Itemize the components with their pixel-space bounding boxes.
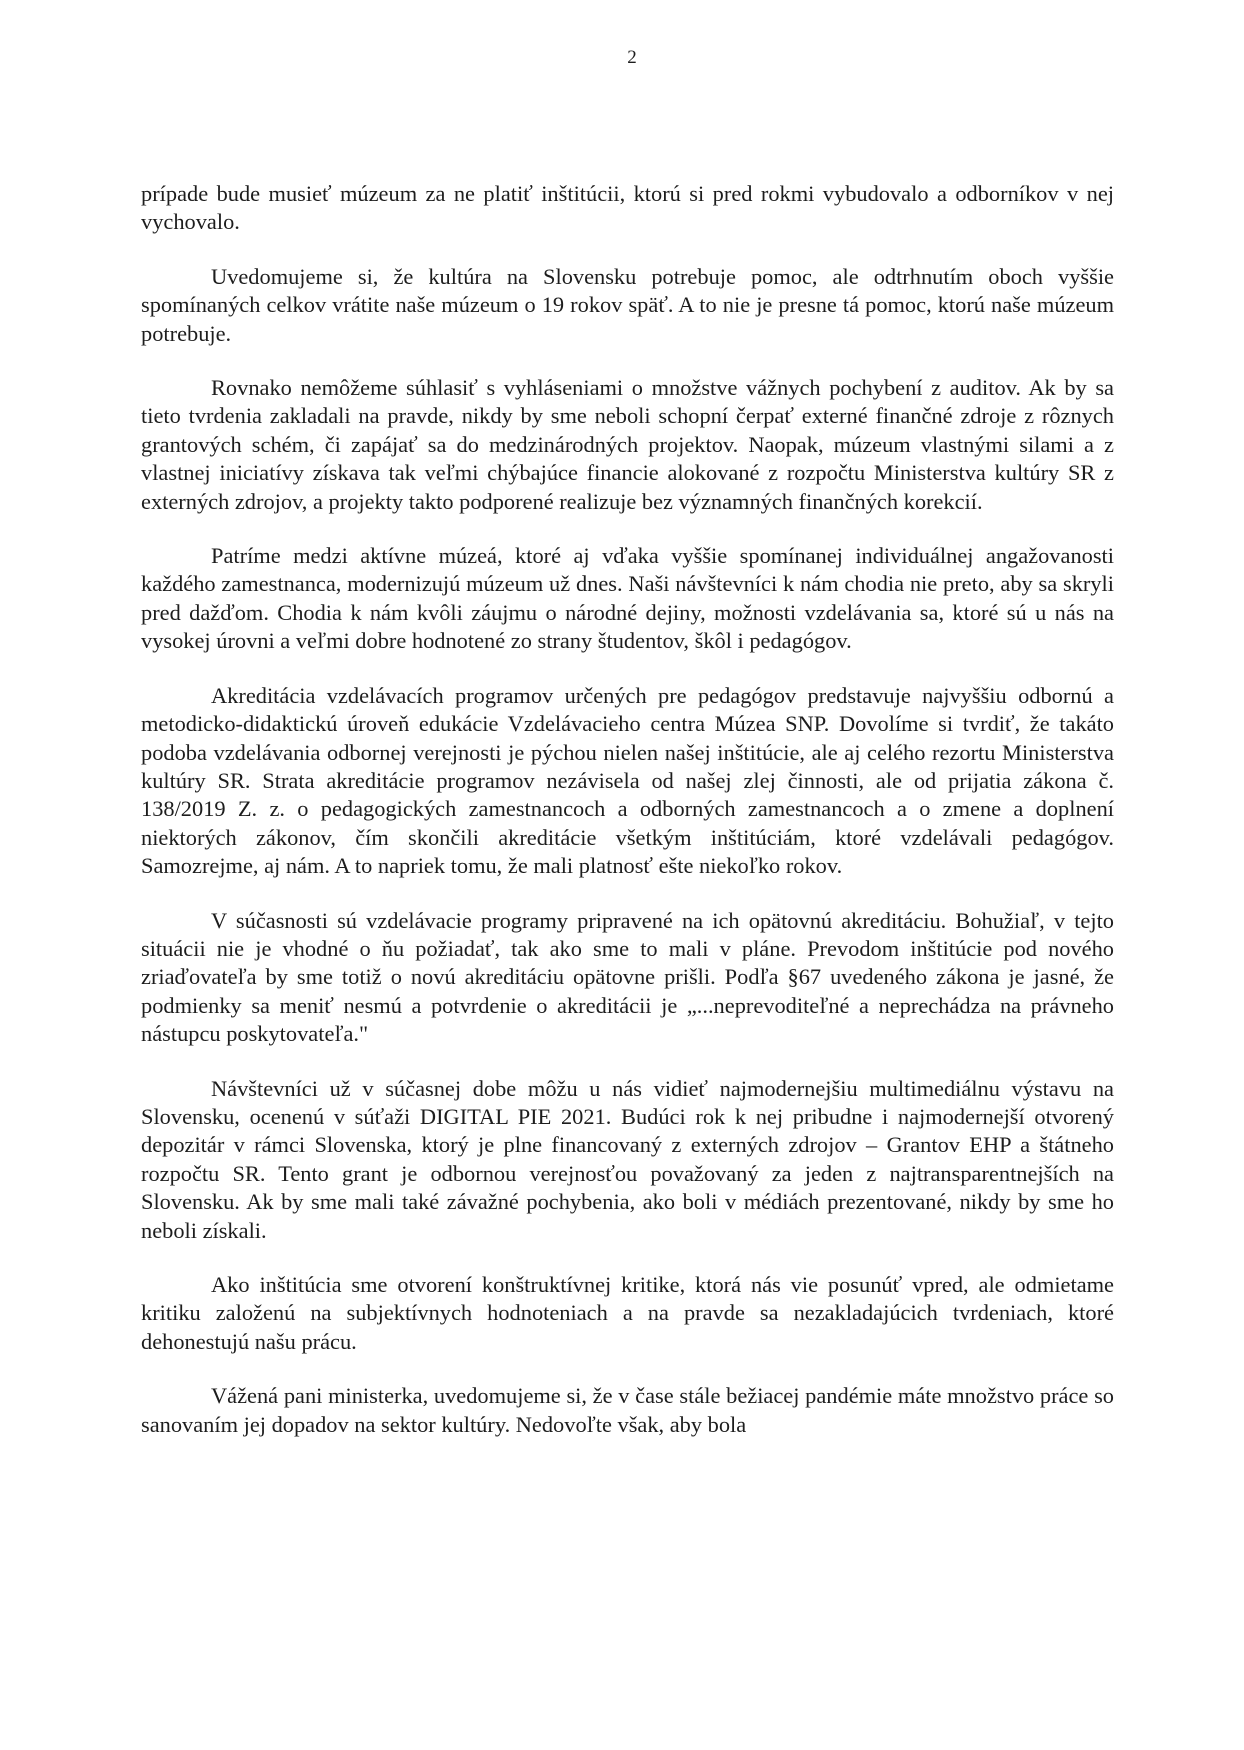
paragraph-accreditation: Akreditácia vzdelávacích programov určených pre pedagógov predstavuje najvyššiu odbornú a metodicko-didaktickú úroveň edukácie Vzdelávacieho centra Múzea SNP. Dovolíme si tvrdiť, že takáto podoba vzdelávania odbornej verejnosti je pýchou nielen našej inštitúcie, ale aj celého rezortu Ministerstva kultúry SR. Strata akreditácie programov nezávisela od našej zlej činnosti, ale od prijatia zákona č. 138/2019 Z. z. o pedagogických zamestnancoch a odborných zamestnancoch a o zmene a doplnení niektorých zákonov, čím skončili akreditácie všetkým inštitúciám, ktoré vzdelávali pedagógov. Samozrejme, aj nám. A to napriek tomu, že mali platnosť ešte niekoľko rokov. <box>141 682 1114 879</box>
paragraph-continuation: prípade bude musieť múzeum za ne platiť inštitúcii, ktorú si pred rokmi vybudovalo a odborníkov v nej vychovalo. <box>141 181 1114 235</box>
page-number: 2 <box>627 47 637 68</box>
paragraph-active-museums: Patríme medzi aktívne múzeá, ktoré aj vďaka vyššie spomínanej individuálnej angažovanosti každého zamestnanca, modernizujú múzeum už dnes. Naši návštevníci k nám chodia nie preto, aby sa skryli pred dažďom. Chodia k nám kvôli záujmu o národné dejiny, možnosti vzdelávania sa, ktoré sú u nás na vysokej úrovni a veľmi dobre hodnotené zo strany študentov, škôl i pedagógov. <box>141 543 1114 654</box>
paragraph-reaccreditation: V súčasnosti sú vzdelávacie programy pripravené na ich opätovnú akreditáciu. Bohužiaľ, v tejto situácii nie je vhodné o ňu požiadať, tak ako sme to mali v pláne. Prevodom inštitúcie pod nového zriaďovateľa by sme totiž o novú akreditáciu opätovne prišli. Podľa §67 uvedeného zákona je jasné, že podmienky sa meniť nesmú a potvrdenie o akreditácii je „...neprevoditeľné a neprechádza na právneho nástupcu poskytovateľa." <box>141 907 1114 1047</box>
paragraph-visitors-exhibition: Návštevníci už v súčasnej dobe môžu u nás vidieť najmodernejšiu multimediálnu výstavu na Slovensku, ocenenú v súťaži DIGITAL PIE 2021. Budúci rok k nej pribudne i najmodernejší otvorený depozitár v rámci Slovenska, ktorý je plne financovaný z externých zdrojov – Grantov EHP a štátneho rozpočtu SR. Tento grant je odbornou verejnosťou považovaný za jeden z najtransparentnejších na Slovensku. Ak by sme mali také závažné pochybenia, ako boli v médiách prezentované, nikdy by sme ho neboli získali. <box>141 1075 1114 1243</box>
letter-body <box>141 180 1114 1439</box>
paragraph-criticism: Ako inštitúcia sme otvorení konštruktívnej kritike, ktorá nás vie posunúť vpred, ale odmietame kritiku založenú na subjektívnych hodnoteniach a na pravde sa nezakladajúcich tvrdeniach, ktoré dehonestujú našu prácu. <box>141 1272 1114 1354</box>
paragraph-minister-address: Vážená pani ministerka, uvedomujeme si, že v čase stále bežiacej pandémie máte množstvo práce so sanovaním jej dopadov na sektor kultúry. Nedovoľte však, aby bola <box>141 1383 1114 1437</box>
paragraph-culture-help: Uvedomujeme si, že kultúra na Slovensku potrebuje pomoc, ale odtrhnutím oboch vyššie spomínaných celkov vrátite naše múzeum o 19 rokov späť. A to nie je presne tá pomoc, ktorú naše múzeum potrebuje. <box>141 263 1114 346</box>
paragraph-audits: Rovnako nemôžeme súhlasiť s vyhláseniami o množstve vážnych pochybení z auditov. Ak by sa tieto tvrdenia zakladali na pravde, nikdy by sme neboli schopní čerpať externé finančné zdroje z rôznych grantových schém, či zapájať sa do medzinárodných projektov. Naopak, múzeum vlastnými silami a z vlastnej iniciatívy získava tak veľmi chýbajúce financie alokované z rozpočtu Ministerstva kultúry SR z externých zdrojov, a projekty takto podporené realizuje bez významných finančných korekcií. <box>141 375 1114 514</box>
